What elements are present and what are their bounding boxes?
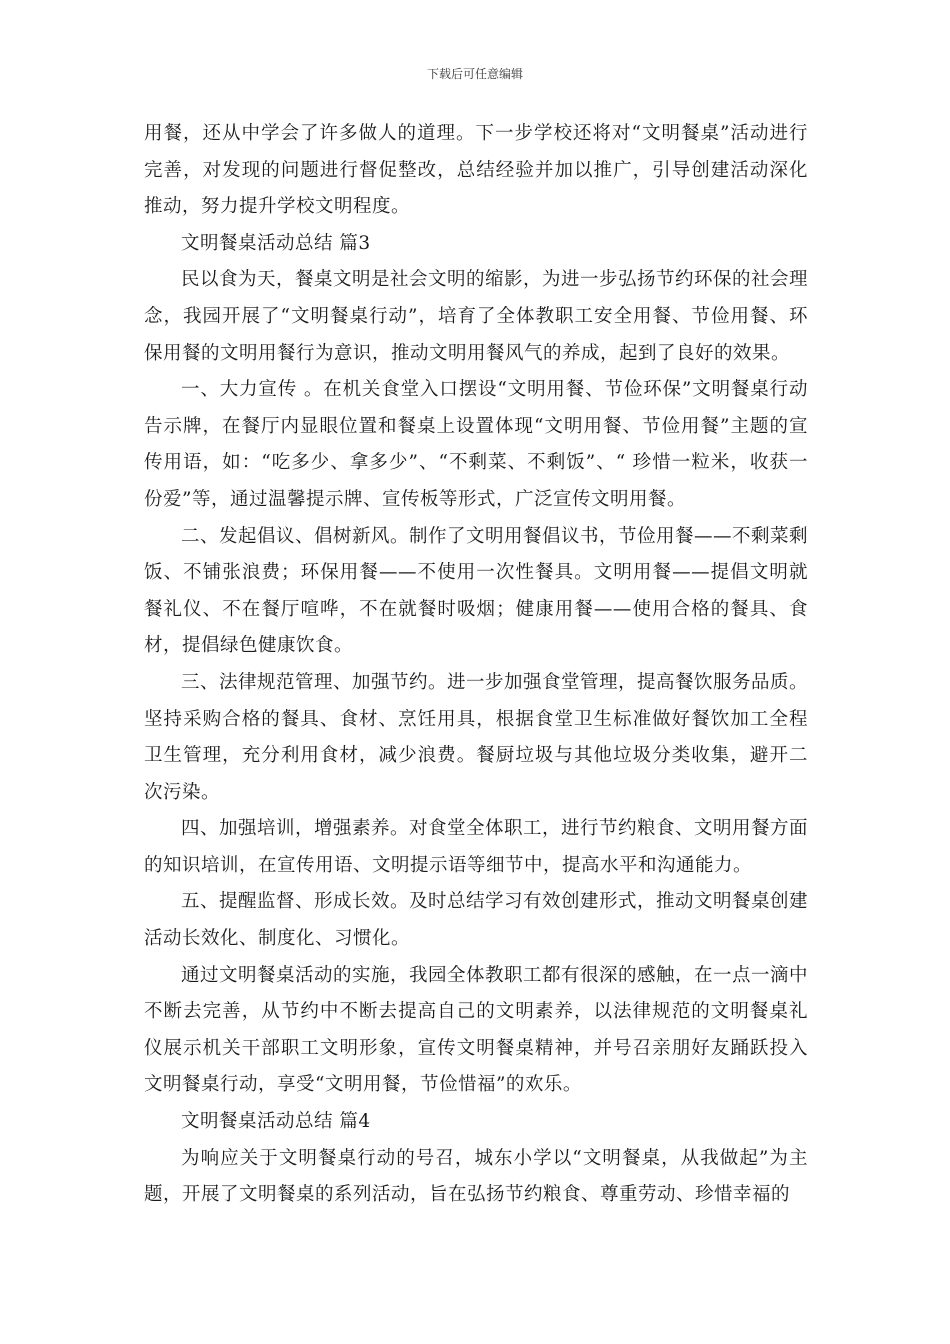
- page-header: 下载后可任意编辑: [426, 67, 523, 81]
- paragraph-conclusion: 通过文明餐桌活动的实施，我园全体教职工都有很深的感触，在一点一滴中不断去完善，从节约中不断去提高自己的文明素养，以法律规范的文明餐桌礼仪展示机关干部职工文明形象，宣传文明餐桌精神，并号召亲朋好友踊跃投入文明餐桌行动，享受“文明用餐，节俭惜福”的欢乐。: [144, 964, 809, 1096]
- paragraph-point-5: 五、提醒监督、形成长效。及时总结学习有效创建形式，推动文明餐桌创建活动长效化、制度化、习惯化。: [144, 891, 809, 950]
- paragraph-point-4: 四、加强培训，增强素养。对食堂全体职工，进行节约粮食、文明用餐方面的知识培训，在宣传用语、文明提示语等细节中，提高水平和沟通能力。: [144, 818, 809, 876]
- paragraph-continued: 用餐，还从中学会了许多做人的道理。下一步学校还将对“文明餐桌”活动进行完善，对发现的问题进行督促整改，总结经验并加以推广，引导创建活动深化推动，努力提升学校文明程度。: [144, 123, 808, 218]
- paragraph-point-2: 二、发起倡议、倡树新风。制作了文明用餐倡议书，节俭用餐——不剩菜剩饭、不铺张浪费；环保用餐——不使用一次性餐具。文明用餐——提倡文明就餐礼仪、不在餐厅喧哗，不在就餐时吸烟；健康用餐——使用合格的餐具、食材，提倡绿色健康饮食。: [144, 525, 809, 657]
- paragraph-point-3: 三、法律规范管理、加强节约。进一步加强食堂管理，提高餐饮服务品质。坚持采购合格的餐具、食材、烹饪用具，根据食堂卫生标准做好餐饮加工全程卫生管理，充分利用食材，减少浪费。餐厨垃圾与其他垃圾分类收集，避开二次污染。: [144, 671, 809, 803]
- paragraph-section-4-intro: 为响应关于文明餐桌行动的号召，城东小学以“文明餐桌，从我做起”为主题，开展了文明餐桌的系列活动，旨在弘扬节约粮食、尊重劳动、珍惜幸福的: [144, 1147, 808, 1206]
- paragraph-point-1: 一、大力宣传 。在机关食堂入口摆设“文明用餐、节俭环保”文明餐桌行动告示牌，在餐厅内显眼位置和餐桌上设置体现“文明用餐、节俭用餐”主题的宣传用语，如：“吃多少、拿多少”、“不剩菜、不剩饭”、“ 珍惜一粒米，收获一份爱”等，通过温馨提示牌、宣传板等形式，广泛宣传文明用餐。: [144, 379, 808, 510]
- document-body: [144, 116, 808, 1214]
- section-heading-3: 文明餐桌活动总结 篇3: [181, 232, 371, 254]
- section-heading-4: 文明餐桌活动总结 篇4: [181, 1111, 371, 1133]
- paragraph-intro: 民以食为天，餐桌文明是社会文明的缩影，为进一步弘扬节约环保的社会理念，我园开展了“文明餐桌行动”，培育了全体教职工安全用餐、节俭用餐、环保用餐的文明用餐行为意识，推动文明用餐风气的养成，起到了良好的效果。: [144, 269, 809, 364]
